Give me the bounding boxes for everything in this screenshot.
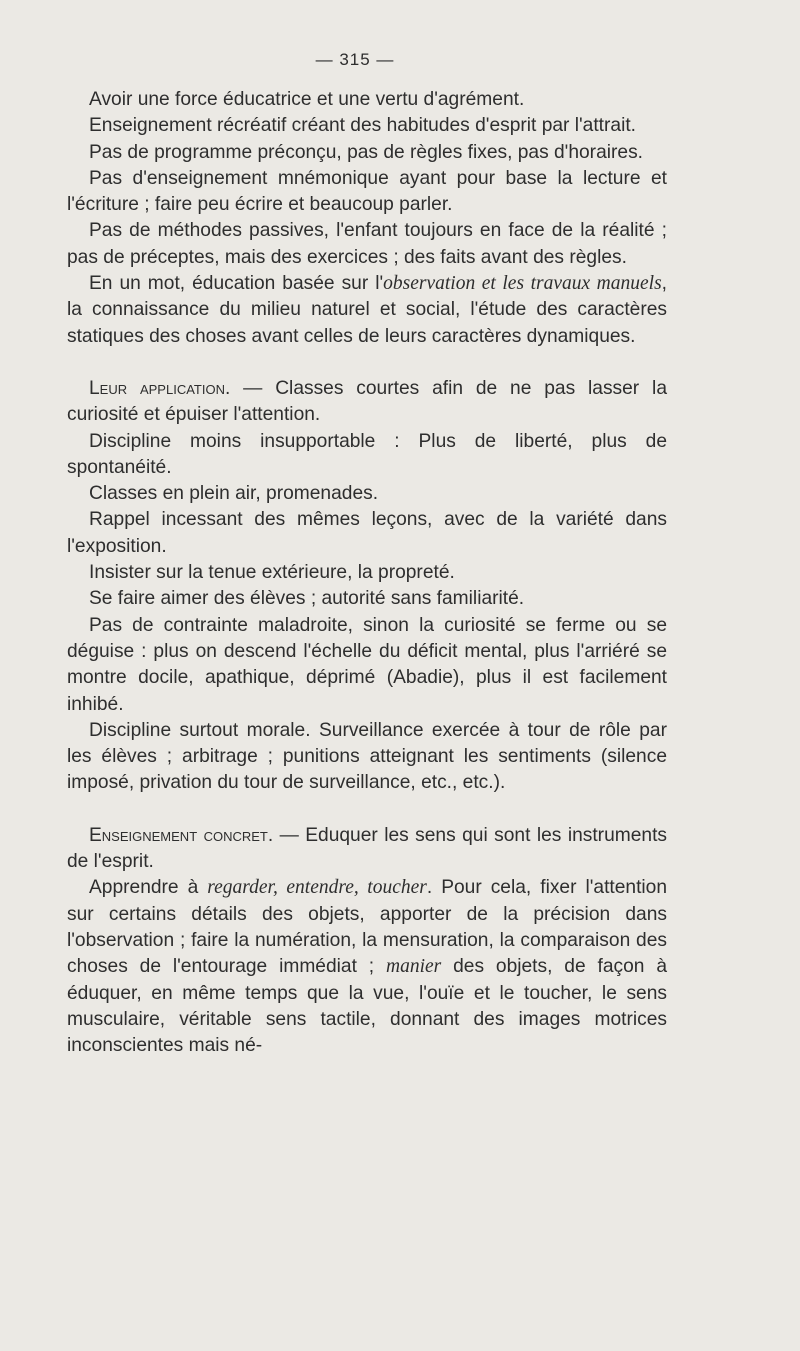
section-leur-application	[67, 376, 667, 429]
paragraph: Pas de programme préconçu, pas de règles fixes, pas d'horaires.	[89, 141, 643, 163]
section-gap	[67, 797, 667, 823]
section-enseignement-concret	[67, 823, 667, 876]
paragraph: Classes en plein air, promenades.	[89, 483, 379, 505]
page-number: — 315 —	[315, 50, 395, 69]
section-heading: Leur application.	[89, 377, 231, 399]
paragraph: Avoir une force éducatrice et une vertu d'agrément.	[89, 89, 525, 110]
paragraph: Insister sur la tenue extérieure, la propreté.	[89, 562, 455, 584]
paragraph: Enseignement récréatif créant des habitudes d'esprit par l'attrait.	[89, 115, 637, 137]
text-run: . Pour cela, fixer l'attention sur certains détails des objets, apporter de la précision dans l'observation ; faire la numération, la mensuration, la comparaison des choses de l'entourage immédiat ;	[67, 877, 668, 978]
paragraph	[67, 875, 667, 1059]
paragraph: Discipline moins insupportable : Plus de liberté, plus de spontanéité.	[67, 430, 667, 478]
paragraph: Rappel incessant des mêmes leçons, avec de la variété dans l'exposition.	[67, 509, 667, 557]
section-heading: Enseignement concret.	[89, 824, 274, 846]
text-run: des objets, de façon à éduquer, en même temps que la vue, l'ouïe et le toucher, le sens musculaire, véritable sens tactile, donnant des images motrices inconscientes mais né-	[67, 956, 667, 1057]
page-body	[67, 87, 667, 1059]
italic-word: manier	[385, 956, 442, 978]
italic-phrase: regarder, entendre, toucher	[207, 877, 427, 899]
paragraph	[67, 271, 667, 350]
paragraph: Pas d'enseignement mnémonique ayant pour base la lecture et l'écriture ; faire peu écrire et beaucoup parler.	[67, 167, 667, 216]
paragraph: Se faire aimer des élèves ; autorité sans familiarité.	[89, 588, 525, 610]
italic-phrase: observation et les travaux manuels	[383, 273, 662, 295]
paragraph: Pas de méthodes passives, l'enfant toujours en face de la réalité ; pas de préceptes, mais des exercices ; des faits avant des règles.	[67, 220, 667, 268]
text-run: — Classes courtes afin de ne pas lasser la curiosité et épuiser l'attention.	[67, 377, 667, 426]
text-run: En un mot, éducation basée sur l'	[89, 273, 384, 295]
paragraph: Discipline surtout morale. Surveillance exercée à tour de rôle par les élèves ; arbitrage ; punitions atteignant les sentiments (silence imposé, privation du tour de surveillance, etc., etc.).	[67, 719, 667, 794]
text-run: Apprendre à	[89, 877, 208, 899]
text-run: — Eduquer les sens qui sont les instruments de l'esprit.	[67, 824, 667, 873]
text-run: , la connaissance du milieu naturel et social, l'étude des caractères statiques des choses avant celles de leurs caractères dynamiques.	[67, 273, 668, 347]
section-gap	[67, 350, 667, 376]
paragraph: Pas de contrainte maladroite, sinon la curiosité se ferme ou se déguise : plus on descend l'échelle du déficit mental, plus l'arriéré se montre docile, apathique, déprimé (Abadie), plus il est facilement inhibé.	[67, 614, 667, 715]
